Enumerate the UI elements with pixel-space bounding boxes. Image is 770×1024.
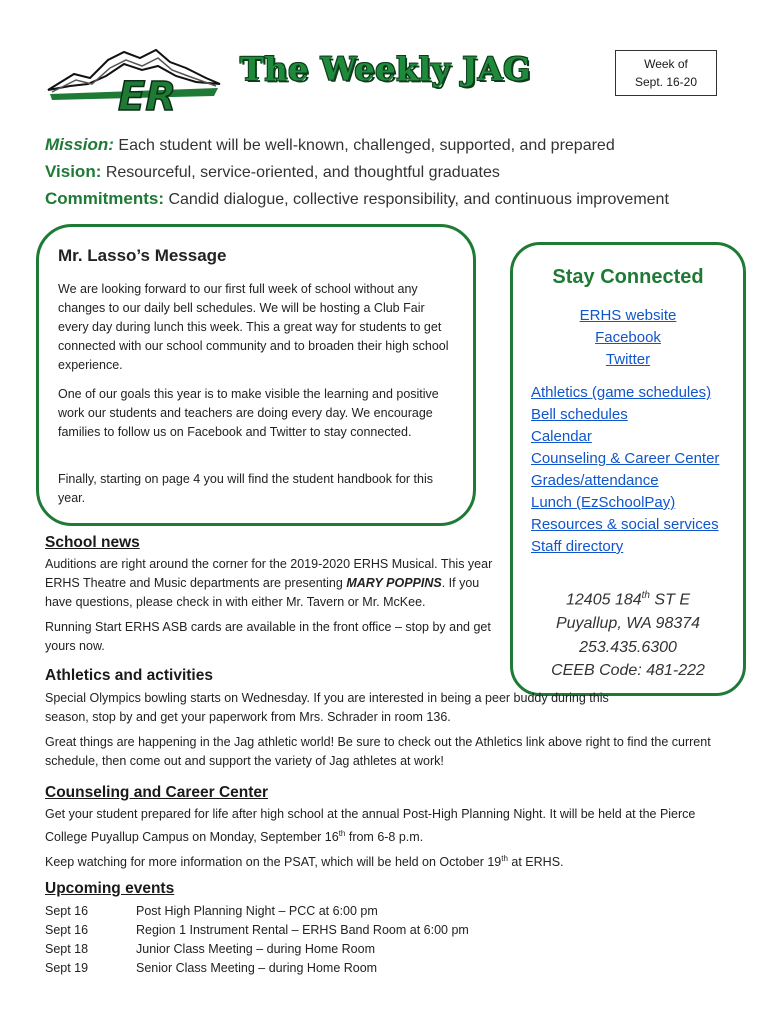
school-news-heading: School news bbox=[45, 534, 140, 551]
event-description: Junior Class Meeting – during Home Room bbox=[136, 942, 375, 956]
address-city: Puyallup, WA 98374 bbox=[555, 615, 701, 632]
mission-label: Mission: bbox=[45, 135, 114, 154]
link-resources[interactable]: Resources & social services bbox=[531, 516, 719, 533]
commitments-text: Candid dialogue, collective responsibility, and continuous improvement bbox=[168, 191, 669, 208]
mission-text: Each student will be well-known, challenged, supported, and prepared bbox=[118, 137, 615, 154]
athletics-heading: Athletics and activities bbox=[45, 667, 213, 684]
newsletter-title: The Weekly JAG bbox=[240, 50, 531, 88]
link-staff-directory[interactable]: Staff directory bbox=[531, 538, 624, 555]
week-label: Week of bbox=[644, 57, 688, 71]
events-heading: Upcoming events bbox=[45, 880, 175, 897]
school-news-paragraph-2: Running Start ERHS ASB cards are available in the front office – stop by and get yours now. bbox=[45, 620, 491, 653]
message-paragraph-2: One of our goals this year is to make visible the learning and positive work our students and teachers are doing every day. We encourage families to follow us on Facebook and Twitter to stay connected. bbox=[58, 387, 439, 439]
stay-connected-title: Stay Connected bbox=[552, 266, 704, 288]
phone-number: 253.435.6300 bbox=[579, 639, 677, 656]
event-date: Sept 16 bbox=[45, 904, 89, 918]
athletics-paragraph-1: Special Olympics bowling starts on Wednesday. If you are interested in being a peer buddy during this season, stop by and get your paperwork from Mrs. Schrader in room 136. bbox=[45, 691, 609, 724]
counseling-paragraph-2: Keep watching for more information on the PSAT, which will be held on October 19th at ERHS. bbox=[45, 854, 564, 870]
week-dates: Sept. 16-20 bbox=[634, 75, 698, 89]
athletics-paragraph-2: Great things are happening in the Jag athletic world! Be sure to check out the Athletics link above right to find the current schedule, then come out and support the variety of Jag athletes at work! bbox=[45, 735, 711, 768]
event-description: Region 1 Instrument Rental – ERHS Band Room at 6:00 pm bbox=[136, 923, 469, 937]
commitments-statement bbox=[45, 189, 669, 209]
vision-text: Resourceful, service-oriented, and thoughtful graduates bbox=[105, 164, 500, 181]
message-title: Mr. Lasso’s Message bbox=[58, 246, 227, 265]
link-twitter[interactable]: Twitter bbox=[605, 351, 651, 368]
event-description: Post High Planning Night – PCC at 6:00 pm bbox=[136, 904, 378, 918]
event-date: Sept 16 bbox=[45, 923, 89, 937]
address-street: 12405 184th ST E bbox=[566, 590, 690, 609]
ceeb-code: CEEB Code: 481-222 bbox=[551, 662, 705, 679]
link-erhs-website[interactable]: ERHS website bbox=[579, 307, 677, 324]
counseling-paragraph-1: Get your student prepared for life after high school at the annual Post-High Planning Night. It will be held at the Pierce College Puyallup Campus on Monday, September 16th from 6-8 p.m. bbox=[45, 807, 696, 845]
link-bell-schedules[interactable]: Bell schedules bbox=[531, 406, 628, 423]
vision-label: Vision: bbox=[45, 162, 102, 181]
link-lunch[interactable]: Lunch (EzSchoolPay) bbox=[531, 494, 676, 511]
school-news-paragraph-1: Auditions are right around the corner for the 2019-2020 ERHS Musical. This year ERHS Theatre and Music departments are presenting MARY POPPINS. If you have questions, please check in with either Mr. Tavern or Mr. McKee. bbox=[45, 557, 493, 609]
week-box bbox=[615, 50, 717, 96]
link-counseling[interactable]: Counseling & Career Center bbox=[531, 450, 720, 467]
message-paragraph-1: We are looking forward to our first full week of school without any changes to our daily bell schedules. We will be hosting a Club Fair every day during lunch this week. This a great way for students to get connected with our school community and to broaden their high school experience. bbox=[58, 282, 449, 372]
vision-statement bbox=[45, 162, 500, 182]
link-facebook[interactable]: Facebook bbox=[595, 329, 661, 346]
mission-statement bbox=[45, 135, 615, 155]
event-date: Sept 18 bbox=[45, 942, 89, 956]
school-logo bbox=[46, 44, 222, 118]
counseling-heading: Counseling and Career Center bbox=[45, 784, 269, 801]
link-calendar[interactable]: Calendar bbox=[531, 428, 592, 445]
event-date: Sept 19 bbox=[45, 961, 89, 975]
link-grades[interactable]: Grades/attendance bbox=[531, 472, 659, 489]
commitments-label: Commitments: bbox=[45, 189, 165, 208]
message-paragraph-3: Finally, starting on page 4 you will find the student handbook for this year. bbox=[58, 472, 433, 505]
svg-text:ER: ER bbox=[118, 74, 177, 118]
event-description: Senior Class Meeting – during Home Room bbox=[136, 961, 378, 975]
link-athletics[interactable]: Athletics (game schedules) bbox=[531, 384, 712, 401]
